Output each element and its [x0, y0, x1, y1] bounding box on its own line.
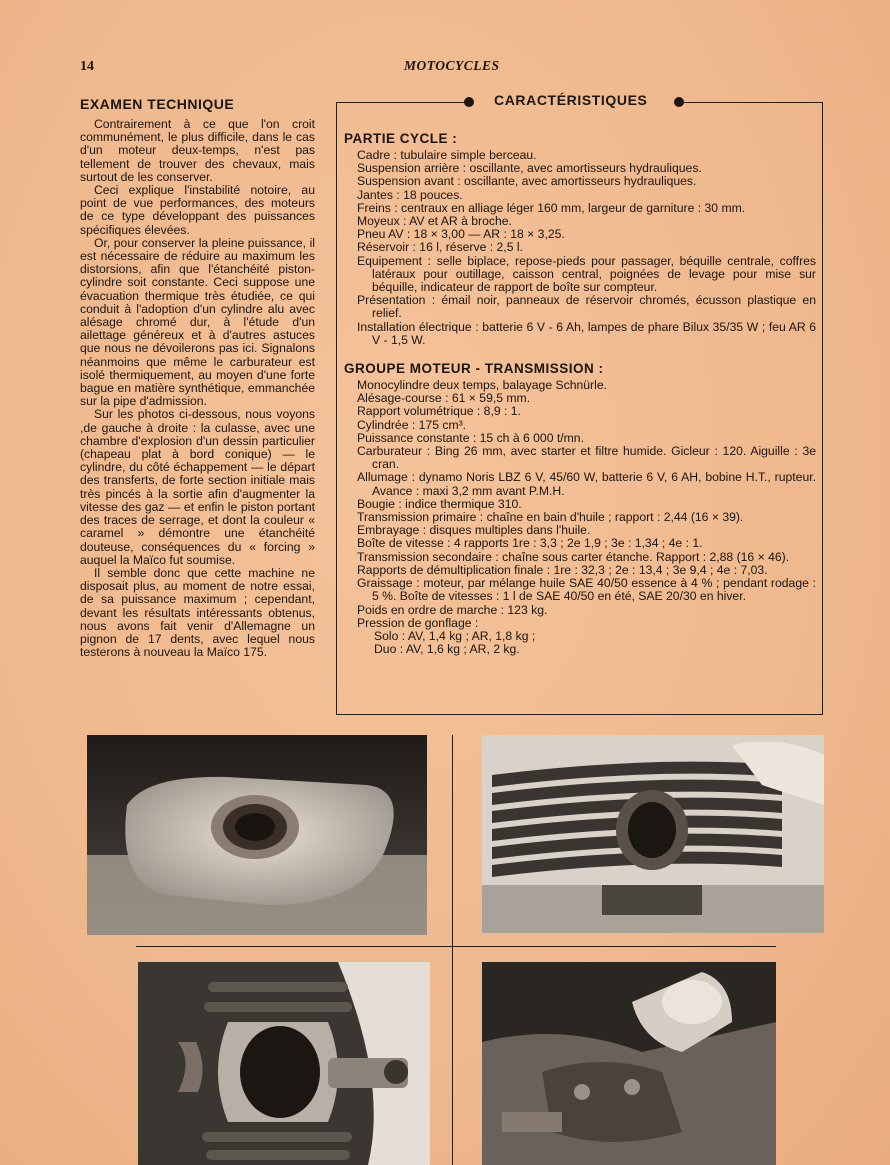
- article-paragraph: Il semble donc que cette machine ne disposait plus, au moment de notre essai, de sa puissance maximum ; cependant, devant les résultats intéressants obtenus, nous avons fait venir d'Allemagne un pignon de 17 dents, avec lequel nous testerons à nouveau la Maïco 175.: [80, 565, 315, 660]
- photo-divider-vertical: [452, 735, 453, 1165]
- engine-lines: [344, 379, 816, 630]
- cylinder-head-image: [87, 735, 427, 935]
- spec-line: Moyeux : AV et AR à broche.: [357, 214, 512, 229]
- spec-line: Réservoir : 16 l, réserve : 2,5 l.: [357, 240, 523, 255]
- article-paragraph: Sur les photos ci-dessous, nous voyons ,de gauche à droite : la culasse, avec une chambre d'explosion d'un dessin particulier (chapeau plat à bord conique) — le cylindre, du côté échappement — le départ des transferts, de forte section initiale mais très pincés à la sortie afin d'augmenter la vitesse des gaz — et enfin le piston portant des traces de serrage, et dont la couleur « caramel » démontre une étanchéité douteuse, conséquences du « forcing » auquel la Maïco fut soumise.: [80, 407, 315, 567]
- cylinder-image: [482, 735, 824, 933]
- spec-line: Monocylindre deux temps, balayage Schnürle.: [357, 378, 607, 393]
- spec-line: Graissage : moteur, par mélange huile SAE 40/50 essence à 4 % ; pendant rodage : 5 %. Boîte de vitesses : 1 l de SAE 40/50 en été, SAE 20/30 en hiver.: [357, 576, 816, 604]
- cylinder-head-photo: [87, 735, 427, 935]
- running-title: MOTOCYCLES: [404, 58, 500, 73]
- article-heading: EXAMEN TECHNIQUE: [80, 96, 235, 112]
- spec-line: Poids en ordre de marche : 123 kg.: [357, 602, 548, 617]
- tire-pressure-lines: [344, 630, 816, 656]
- article-column: [80, 96, 315, 659]
- spec-line: Suspension avant : oscillante, avec amortisseurs hydrauliques.: [357, 174, 697, 189]
- cycle-heading: PARTIE CYCLE :: [344, 131, 458, 146]
- spec-line: Rapports de démultiplication finale : 1re : 32,3 ; 2e : 13,4 ; 3e 9,4 ; 4e : 7,03.: [357, 562, 768, 577]
- spec-line: Présentation : émail noir, panneaux de réservoir chromés, écusson plastique en relief.: [357, 293, 816, 321]
- spec-line: Cylindrée : 175 cm³.: [357, 417, 467, 432]
- cycle-section: [344, 131, 816, 347]
- spec-line: Alésage-course : 61 × 59,5 mm.: [357, 391, 531, 406]
- transfer-ports-photo: [138, 962, 430, 1165]
- spec-line: Installation électrique : batterie 6 V - 6 Ah, lampes de phare Bilux 35/35 W ; feu AR 6 V - 1,5 W.: [357, 319, 816, 347]
- spec-line: Freins : centraux en alliage léger 160 mm, largeur de garniture : 30 mm.: [357, 200, 746, 215]
- engine-heading: GROUPE MOTEUR - TRANSMISSION :: [344, 361, 604, 377]
- article-paragraph: Contrairement à ce que l'on croit communément, le plus difficile, dans le cas d'un moteur deux-temps, n'est pas tellement de trouver des chevaux, mais surtout de les conserver.: [80, 117, 315, 184]
- piston-photo: [482, 962, 776, 1165]
- spec-line: Embrayage : disques multiples dans l'huile.: [357, 523, 591, 538]
- spec-line: Pression de gonflage :: [357, 615, 479, 630]
- bullet-dot-icon: [464, 97, 474, 107]
- page-number: 14: [80, 59, 94, 74]
- cycle-lines: [344, 149, 816, 347]
- spec-line: Rapport volumétrique : 8,9 : 1.: [357, 404, 521, 419]
- spec-line: Solo : AV, 1,4 kg ; AR, 1,8 kg ;: [374, 628, 536, 643]
- spec-line: Transmission secondaire : chaîne sous carter étanche. Rapport : 2,88 (16 × 46).: [357, 549, 790, 564]
- spec-line: Boîte de vitesse : 4 rapports 1re : 3,3 ; 2e 1,9 ; 3e : 1,34 ; 4e : 1.: [357, 536, 703, 551]
- piston-image: [482, 962, 776, 1165]
- spec-line: Equipement : selle biplace, repose-pieds pour passager, béquille centrale, coffres latéraux pour outillage, caisson central, poignées de levage pour mise sur béquille, indicateur de rapport de boîte sur compteur.: [357, 253, 816, 295]
- specs-title: CARACTÉRISTIQUES: [494, 92, 648, 108]
- spec-line: Pneu AV : 18 × 3,00 — AR : 18 × 3,25.: [357, 227, 565, 242]
- photo-divider-horizontal: [136, 946, 776, 947]
- title-rule-right: [680, 102, 822, 103]
- spec-line: Jantes : 18 pouces.: [357, 187, 463, 202]
- spec-line: Bougie : indice thermique 310.: [357, 496, 522, 511]
- spec-line: Cadre : tubulaire simple berceau.: [357, 148, 537, 162]
- spec-line: Duo : AV, 1,6 kg ; AR, 2 kg.: [374, 642, 520, 657]
- spec-line: Puissance constante : 15 ch à 6 000 t/mn.: [357, 430, 584, 445]
- transfer-ports-image: [138, 962, 430, 1165]
- spec-line: Carburateur : Bing 26 mm, avec starter et filtre humide. Gicleur : 120. Aiguille : 3e cran.: [357, 444, 816, 472]
- spec-line: Allumage : dynamo Noris LBZ 6 V, 45/60 W, batterie 6 V, 6 AH, bobine H.T., rupteur. Avance : maxi 3,2 mm avant P.M.H.: [357, 470, 816, 498]
- specs-title-row: [336, 94, 824, 110]
- engine-section: [344, 361, 816, 656]
- cylinder-photo: [482, 735, 824, 933]
- title-rule-left: [336, 102, 468, 103]
- spec-line: Suspension arrière : oscillante, avec amortisseurs hydrauliques.: [357, 161, 702, 176]
- article-paragraph: Ceci explique l'instabilité notoire, au point de vue performances, des moteurs de ce type développant des puissances spécifiques élevées.: [80, 183, 315, 237]
- spec-line: Transmission primaire : chaîne en bain d'huile ; rapport : 2,44 (16 × 39).: [357, 510, 744, 525]
- specs-content: [344, 131, 816, 670]
- article-paragraph: Or, pour conserver la pleine puissance, il est nécessaire de réduire au maximum les distorsions, afin que l'étanchéité piston-cylindre soit constante. Ceci suppose une évacuation thermique très étudiée, ce qui conduit à l'adoption d'un cylindre alu avec alésage chromé dur, à l'étude d'un ailettage généreux et à d'autres astuces que nous ne dévoilerons pas ici. Signalons néanmoins que même le carburateur est isolé thermiquement, au moyen d'une forte bague en matière synthétique, emmanchée sur la pipe d'admission.: [80, 235, 315, 409]
